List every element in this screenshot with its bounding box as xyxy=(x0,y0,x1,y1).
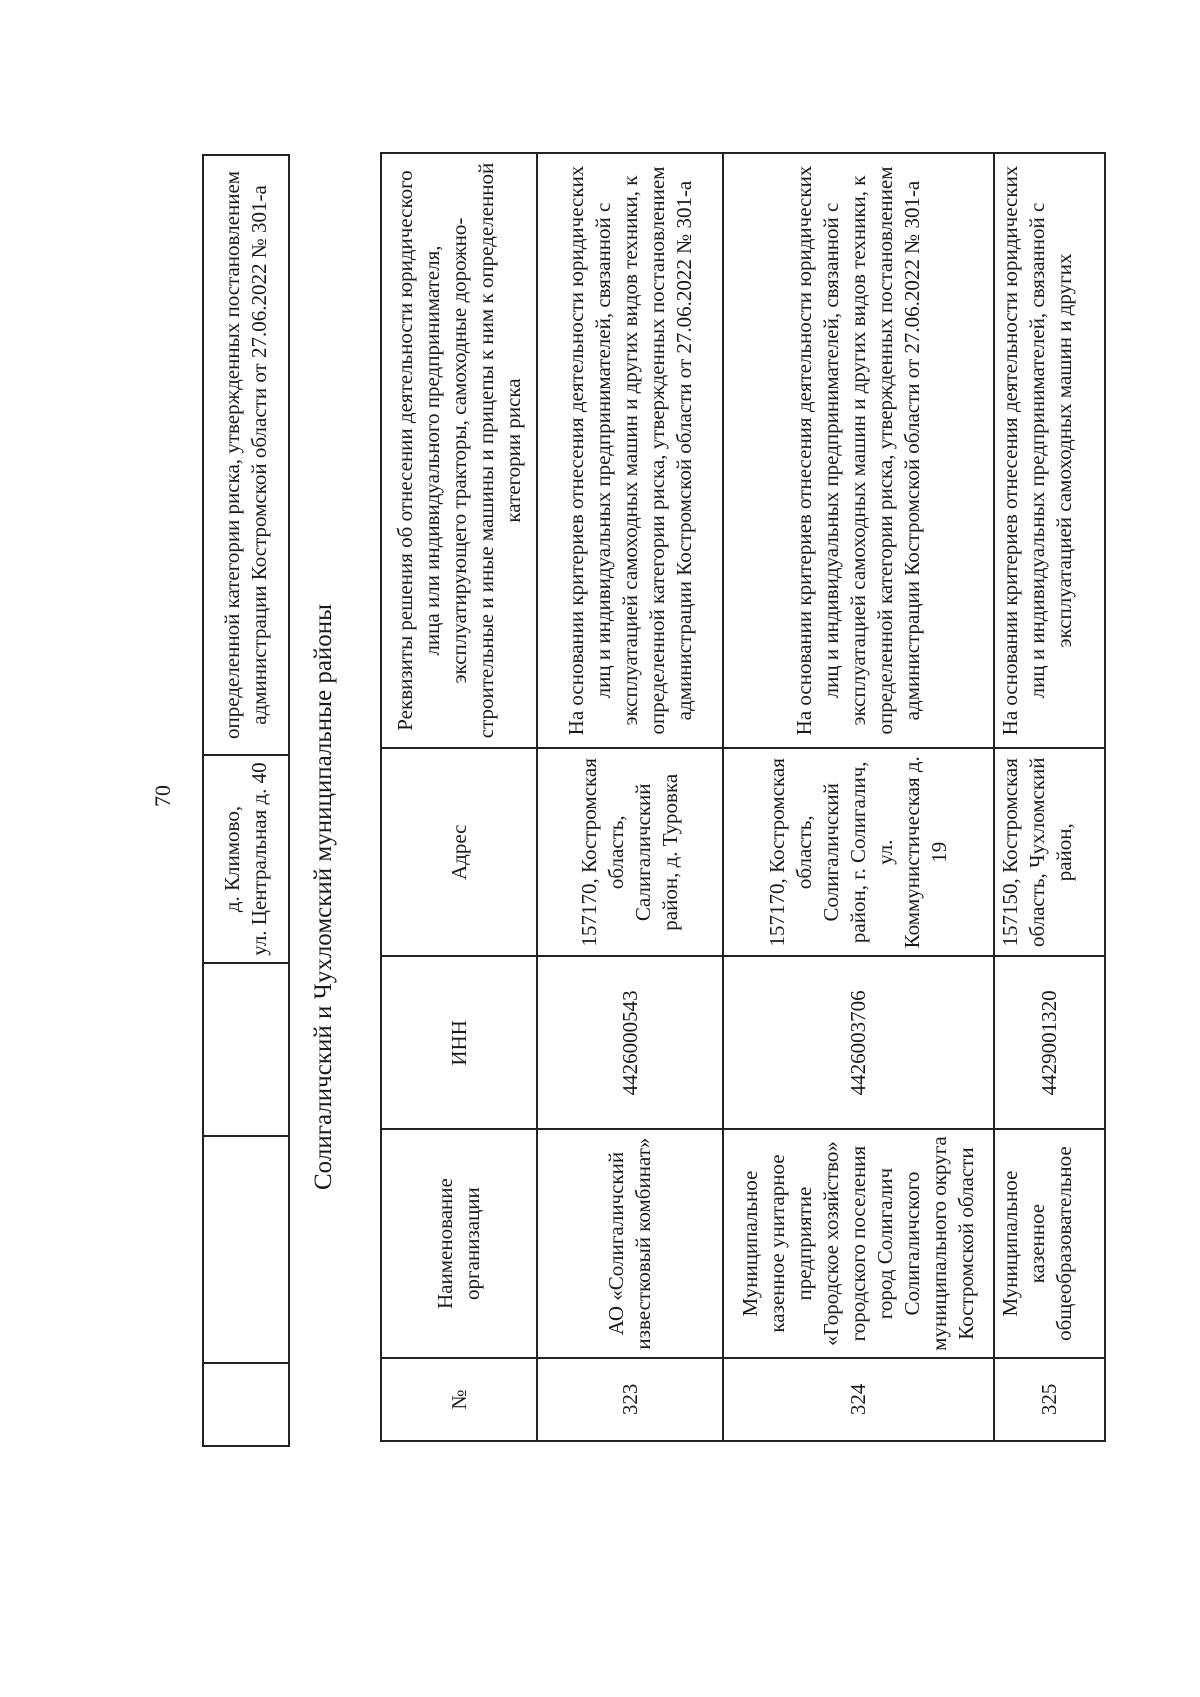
cell-name xyxy=(203,1136,289,1363)
header-inn: ИНН xyxy=(381,957,537,1130)
row-inn: 4429001320 xyxy=(994,957,1105,1130)
row-name: Муниципальное казенное унитарное предприятие «Городское хозяйство» городского поселения город Солигалич Солигаличского муниципального округа Костромской области xyxy=(723,1129,994,1358)
header-name: Наименование организации xyxy=(381,1129,537,1358)
page-number: 70 xyxy=(150,785,175,807)
header-num: № xyxy=(381,1358,537,1441)
table-header-row xyxy=(381,153,537,1441)
row-name: АО «Солигаличский известковый комбинат» xyxy=(537,1129,723,1358)
header-address: Адрес xyxy=(381,748,537,956)
cell-num xyxy=(203,1363,289,1446)
row-address: 157170, Костромская область, Солигаличский район, г. Солигалич, ул. Коммунистическая д. 19 xyxy=(723,748,994,956)
row-basis: На основании критериев отнесения деятельности юридических лиц и индивидуальных предпринимателей, связанной с эксплуатацией самоходных машин и других видов техники, к определенной категории риска, утвержденных постановлением администрации Костромской области от 27.06.2022 № 301-а xyxy=(723,153,994,748)
cell-address: д. Климово, ул. Центральная д. 40 xyxy=(203,755,289,963)
table-row xyxy=(537,153,723,1441)
row-name: Муниципальное казенное общеобразовательное xyxy=(994,1129,1105,1358)
row-basis: На основании критериев отнесения деятельности юридических лиц и индивидуальных предпринимателей, связанной с эксплуатацией самоходных машин и других xyxy=(994,153,1105,748)
header-basis: Реквизиты решения об отнесении деятельности юридического лица или индивидуального предпринимателя, эксплуатирующего тракторы, самоходные дорожно-строительные и иные машины и прицепы к ним к определенной категории риска xyxy=(381,153,537,748)
row-num: 324 xyxy=(723,1358,994,1441)
row-inn: 4426000543 xyxy=(537,957,723,1130)
section-title: Солигаличский и Чухломский муниципальные районы xyxy=(310,604,337,1190)
rotated-page xyxy=(140,0,1200,1697)
table-row xyxy=(203,155,289,1446)
row-address: 157170, Костромская область, Салигаличский район, д. Туровка xyxy=(537,748,723,956)
continuation-table xyxy=(202,154,290,1447)
organizations-table xyxy=(380,152,1106,1442)
cell-inn xyxy=(203,963,289,1136)
row-num: 323 xyxy=(537,1358,723,1441)
row-basis: На основании критериев отнесения деятельности юридических лиц и индивидуальных предпринимателей, связанной с эксплуатацией самоходных машин и других видов техники, к определенной категории риска, утвержденных постановлением администрации Костромской области от 27.06.2022 № 301-а xyxy=(537,153,723,748)
row-num: 325 xyxy=(994,1358,1105,1441)
table-row xyxy=(723,153,994,1441)
row-inn: 4426003706 xyxy=(723,957,994,1130)
row-address: 157150, Костромская область, Чухломский район, xyxy=(994,748,1105,956)
table-row xyxy=(994,153,1105,1441)
cell-basis: определенной категории риска, утвержденных постановлением администрации Костромской области от 27.06.2022 № 301-а xyxy=(203,155,289,755)
